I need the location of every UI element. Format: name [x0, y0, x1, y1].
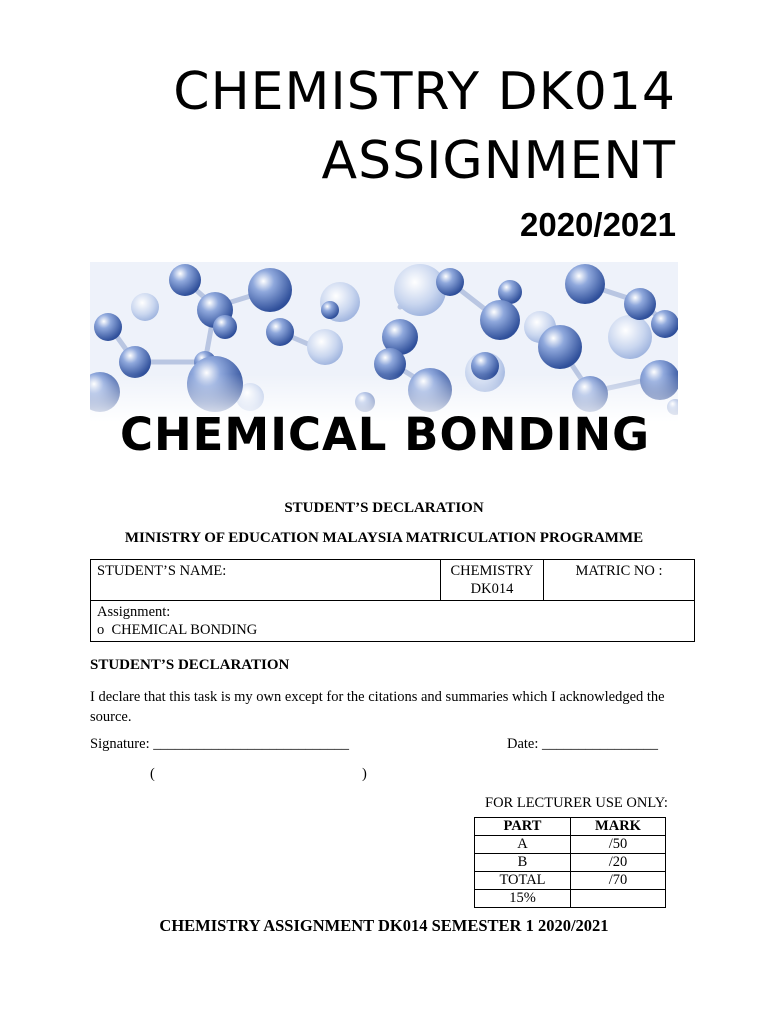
date-line: Date: ________________: [507, 736, 659, 752]
bullet-icon: o: [97, 622, 105, 638]
assignment-label: Assignment:: [97, 604, 171, 620]
student-declaration-heading: STUDENT’S DECLARATION: [90, 657, 290, 673]
matric-no-label: MATRIC NO :: [575, 563, 663, 579]
lecturer-use-label: FOR LECTURER USE ONLY:: [485, 795, 668, 811]
table-row: [475, 872, 666, 890]
footer-title: CHEMISTRY ASSIGNMENT DK014 SEMESTER 1 2020/2021: [159, 916, 609, 935]
marks-header-mark: MARK: [571, 818, 666, 836]
mark-cell: [571, 890, 666, 908]
topic-title: CHEMICAL BONDING: [120, 408, 651, 461]
part-cell: 15%: [475, 890, 571, 908]
mark-cell: /50: [571, 836, 666, 854]
declaration-statement: I declare that this task is my own except for the citations and summaries which I acknowledged the source.: [90, 689, 665, 725]
course-cell: [441, 560, 544, 601]
matric-no-cell: [544, 560, 695, 601]
title-line-2: ASSIGNMENT: [321, 131, 676, 191]
mark-cell: /20: [571, 854, 666, 872]
name-bracket-open: (: [150, 766, 155, 782]
course-name: CHEMISTRY: [450, 563, 534, 579]
part-cell: B: [475, 854, 571, 872]
course-code: DK014: [470, 581, 514, 597]
programme-heading: MINISTRY OF EDUCATION MALAYSIA MATRICULATION PROGRAMME: [124, 530, 644, 546]
declaration-heading: STUDENT’S DECLARATION: [284, 500, 484, 516]
table-row: [475, 890, 666, 908]
part-cell: A: [475, 836, 571, 854]
academic-year: 2020/2021: [520, 206, 676, 243]
marks-header-part: PART: [475, 818, 571, 836]
student-info-table: [90, 559, 695, 642]
marks-table: [474, 817, 666, 908]
table-row: [475, 854, 666, 872]
part-cell: TOTAL: [475, 872, 571, 890]
title-line-1: CHEMISTRY DK014: [173, 62, 676, 122]
molecule-banner-image: [90, 262, 678, 422]
signature-line: Signature: ___________________________: [90, 736, 349, 752]
mark-cell: /70: [571, 872, 666, 890]
student-name-label: STUDENT’S NAME:: [97, 563, 227, 579]
name-bracket-close: ): [362, 766, 367, 782]
assignment-topic: CHEMICAL BONDING: [111, 622, 258, 638]
assignment-cell: [91, 601, 695, 642]
table-row: [475, 836, 666, 854]
assignment-item: [97, 621, 688, 639]
student-name-cell: [91, 560, 441, 601]
